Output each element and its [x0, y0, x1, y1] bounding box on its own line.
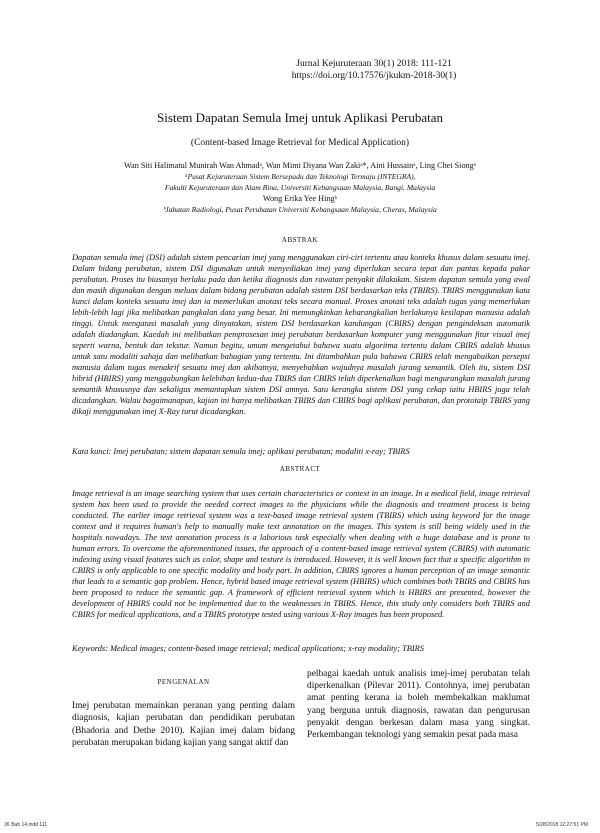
abstrak-heading: ABSTRAK [281, 236, 319, 244]
abstract-text: Image retrieval is an image searching system that uses certain characteristics or context in an image. In a medical field, image retrieval system has been used to provide the needed correct images to the physicians while the diagnosis and treatment process is being conducted. The earlier image retrieval system was a text-based image retrieval system (TBIRS) which using keyword for the image context and it requires human's help to manually make text annotation on the images. This system is still being widely used in the hospitals nowadays. The text annotation process is a laborious task especially when dealing with a huge database and is prone to human errors. To overcome the aforementioned issues, the approach of a content-based image retrieval system (CBIRS) with automatic indexing using visual features such as color, shape and texture is introduced. However, it is well known fact that a specific algorithm in CBIRS is only applicable to one specific modality and body part. In addition, CBIRS ignores a human perception of an image semantic that leads to a semantic gap problem. Hence, hybrid based image retrieval system (HBIRS) which combines both TBIRS and CBIRS has been proposed to reduce the semantic gap. A framework of efficient retrieval system which is HBIRS are presented, however the development of HBIRS could not be implemented due to the weaknesses in TBIRS. Hence, this study only considers both TBIRS and CBIRS for medical applications, and a TBIRS prototype tested using various X-Ray images has been proposed. [72, 489, 530, 619]
pengenalan-heading: PENGENALAN [157, 678, 210, 686]
right-column-text: pelbagai kaedah untuk analisis imej-imej perubatan telah diperkenalkan (Pilevar 2011). Contohnya, imej perubatan amat penting kerana ia boleh membekalkan maklumat yang berguna untuk diagnosis, rawatan dan pengurusan penyakit dengan berkesan dalam masa yang singkat. Perkembangan teknologi yang semakin pesat pada masa [307, 669, 530, 741]
author-block [60, 160, 540, 215]
paper-subtitle: (Content-based Image Retrieval for Medical Application) [190, 138, 410, 148]
left-column-text: Imej perubatan memainkan peranan yang penting dalam diagnosis, kajian perubatan dan pendidikan perubatan (Bhadoria and Dethe 2010). Kajian imej dalam bidang perubatan merupakan bidang kajian yang sangat aktif dan [72, 701, 295, 748]
footer-timestamp: 5/28/2018 12:27:51 PM [536, 822, 588, 828]
journal-citation: Jurnal Kejuruteraan 30(1) 2018: 111-121 [296, 59, 452, 69]
abstrak-text: Dapatan semula imej (DSI) adalah sistem pencarian imej yang menggunakan ciri-ciri tertentu atau konteks khusus dalam sesuatu imej. Dalam bidang perubatan, sistem DSI digunakan untuk menyediakan imej yang diperlukan secara tepat dan pantas kepada pakar perubatan. Proses itu biasanya berlaku pada dan ketika diagnosis dan rawatan penyakit dilakukan. Sistem dapatan semula yang awal dan masih digunakan dengan meluas dalam bidang perubatan adalah sistem DSI berdasarkan teks (TBIRS). TBIRS menggunakan kata kunci dalam konteks sesuatu imej dan ia memerlukan anotasi teks secara manual. Proses anotasi teks adalah tugas yang memerlukan lebih-lebih lagi jika melibatkan pangkalan data yang besar. Ini memungkinkan kebarangkalian berlakunya kesilapan manusia adalah tinggi. Untuk mengatasi masalah yang dinyatakan, sistem DSI berdasarkan kandungan (CBIRS) dengan pengindeksan automatik adalah diadangkan. Kaedah ini melibatkan pemprosesan imej perubatan berdasarkan komputer yang menggunakan fitur visual imej seperti warna, bentuk dan tekstur. Namun begitu, umum mengetahui bahawa suatu algoritma tertentu dalam CBIRS adalah khusus untuk satu modaliti sahaja dan melibatkan bahagian yang tertentu. Ini ditambahkan pula bahawa CBIRS telah mengabaikan persepsi manusia dalam tugas menakrif sesuatu imej dan akibatnya, menyebabkan wujudnya masalah jurang semantik. Oleh itu, sistem DSI hibrid (HBIRS) yang menggabungkan kelebihan kedua-dua TBIRS dan CBIRS telah diperkenalkan bagi mengurangkan masalah jurang semantik khususnya dan sekaligus memantapkan sistem DSI amnya. Satu kerangka sistem DSI yang cekap iaitu HBIRS juga telah dicadangkan. Walau bagaimanapun, kajian ini hanya melibatkan TBIRS dan CBIRS bagi aplikasi perubatan, dan prototaip TBIRS yang dikaji menggunakan imej X-Ray turut dicadangkan. [72, 253, 530, 416]
journal-doi: https://doi.org/10.17576/jkukm-2018-30(1) [291, 71, 457, 81]
abstract-heading: ABSTRACT [279, 465, 321, 473]
author-name-2: Wong Erika Yee Hingᵇ [262, 194, 338, 203]
left-column [72, 676, 295, 749]
print-footer [0, 820, 600, 833]
footer-file: JK Bab 14.indd 111 [4, 822, 47, 828]
right-column [307, 668, 530, 741]
affiliation-1: ᵃPusat Kejuruteraan Sistem Bersepadu dan Teknologi Termaju (INTEGRA), [184, 172, 416, 181]
journal-header [0, 58, 600, 82]
paper-title: Sistem Dapatan Semula Imej untuk Aplikasi Perubatan [157, 110, 443, 125]
author-names: Wan Siti Halimatul Munirah Wan Ahmadᵃ, Wan Mimi Diyana Wan Zakiᵃ*, Aini Hussainᵃ, Ling Chei Siongᵃ [124, 161, 476, 170]
affiliation-3: ᵇJabatan Radiologi, Pusat Perubatan Universiti Kebangsaan Malaysia, Cheras, Malaysia [163, 205, 437, 214]
affiliation-2: Fakulti Kejuruteraan dan Alam Bina, Universiti Kebangsaan Malaysia, Bangi, Malaysia [164, 183, 436, 192]
kata-kunci: Kata kunci: Imej perubatan; sistem dapatan semula imej; aplikasi perubatan; modaliti x-ray; TBIRS [72, 447, 410, 456]
keywords: Keywords: Medical images; content-based image retrieval; medical applications; x-ray modality; TBIRS [72, 644, 424, 653]
